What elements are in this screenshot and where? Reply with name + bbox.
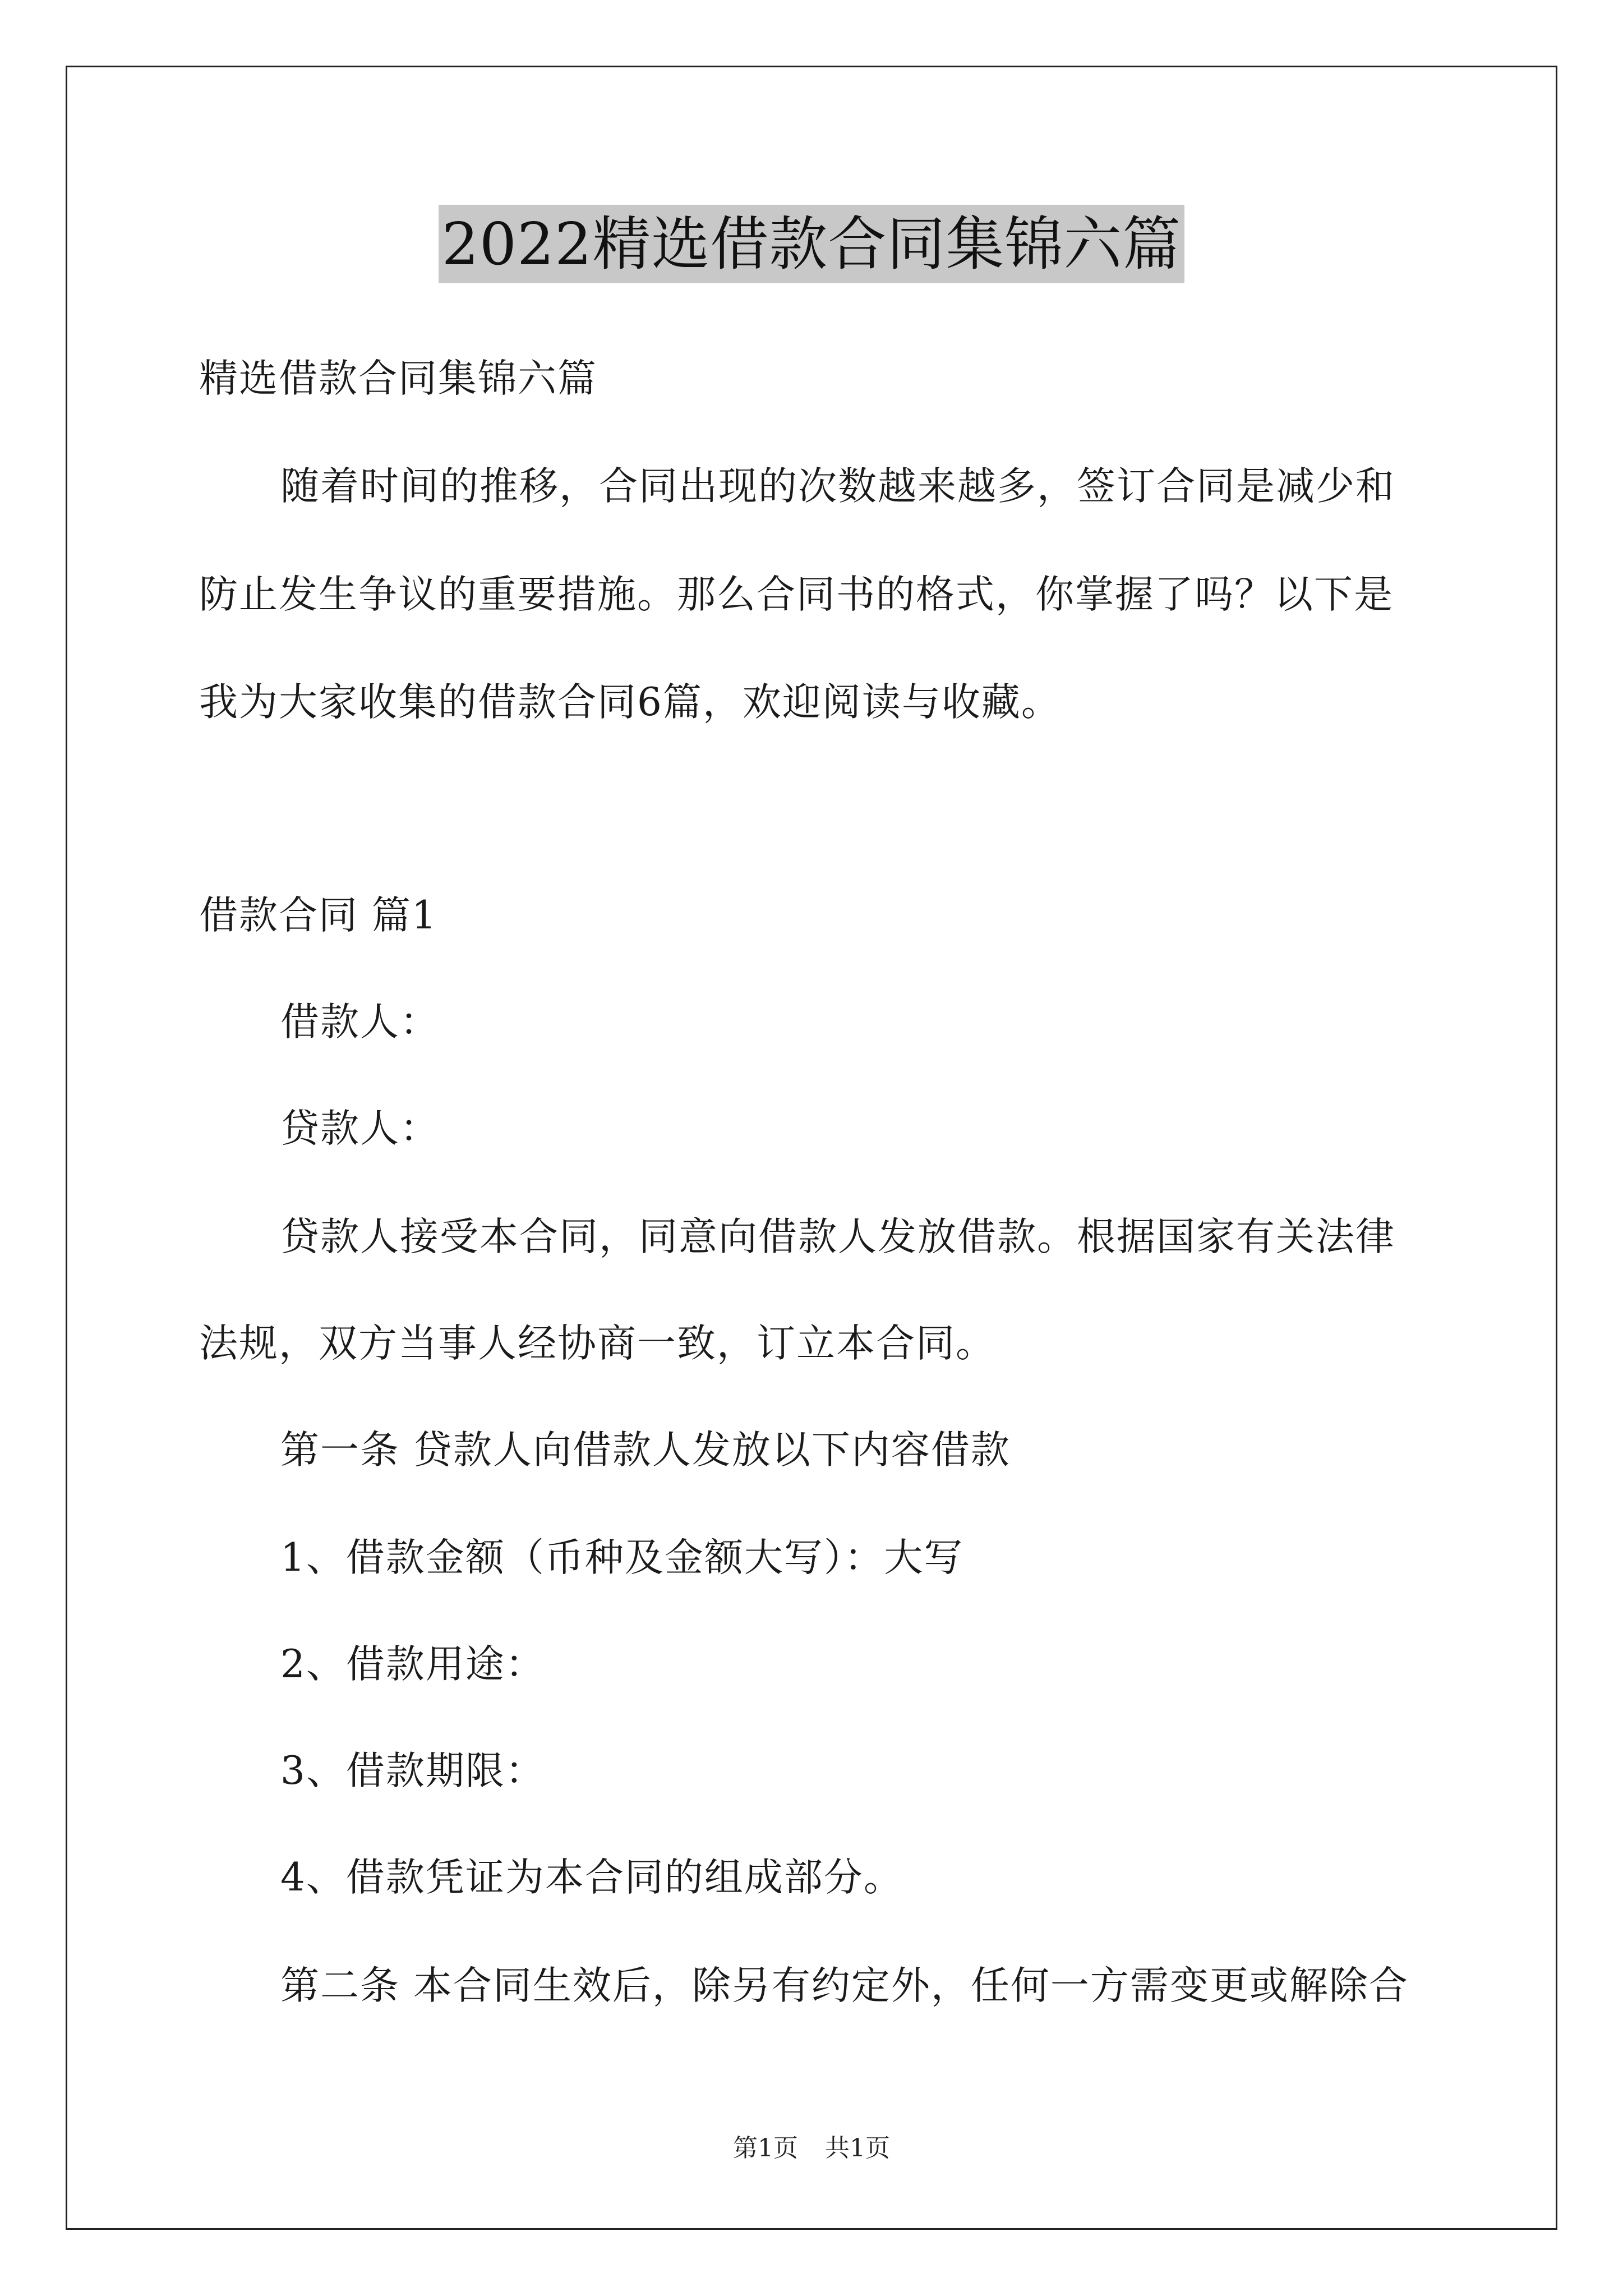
article-1-item-1: 1、借款金额（币种及金额大写）：大写 xyxy=(280,1535,964,1580)
document-title: 2022精选借款合同集锦六篇 xyxy=(439,205,1185,283)
article-1-item-4: 4、借款凭证为本合同的组成部分。 xyxy=(280,1855,903,1900)
body-line-lender: 贷款人： xyxy=(280,1106,440,1151)
page-footer xyxy=(0,2132,1623,2165)
article-1-item-3: 3、借款期限： xyxy=(280,1749,545,1793)
subtitle: 精选借款合同集锦六篇 xyxy=(199,356,597,401)
intro-line-1: 随着时间的推移，合同出现的次数越来越多，签订合同是减少和 xyxy=(280,464,1395,509)
article-1-item-2: 2、借款用途： xyxy=(280,1642,545,1687)
body-line-4: 法规，双方当事人经协商一致，订立本合同。 xyxy=(199,1321,995,1366)
intro-line-3: 我为大家收集的借款合同6篇，欢迎阅读与收藏。 xyxy=(199,680,1061,725)
body-line-3: 贷款人接受本合同，同意向借款人发放借款。根据国家有关法律 xyxy=(280,1214,1395,1259)
article-2-line: 第二条 本合同生效后，除另有约定外，任何一方需变更或解除合 xyxy=(280,1963,1409,2008)
page-number-total: 共1页 xyxy=(825,2134,890,2162)
title-container xyxy=(0,205,1623,283)
body-line-borrower: 借款人： xyxy=(280,1000,440,1045)
section-heading: 借款合同 篇1 xyxy=(199,893,437,938)
intro-line-2: 防止发生争议的重要措施。那么合同书的格式，你掌握了吗？以下是 xyxy=(199,572,1394,617)
article-1-heading: 第一条 贷款人向借款人发放以下内容借款 xyxy=(280,1428,1011,1473)
page-number-current: 第1页 xyxy=(733,2134,798,2162)
